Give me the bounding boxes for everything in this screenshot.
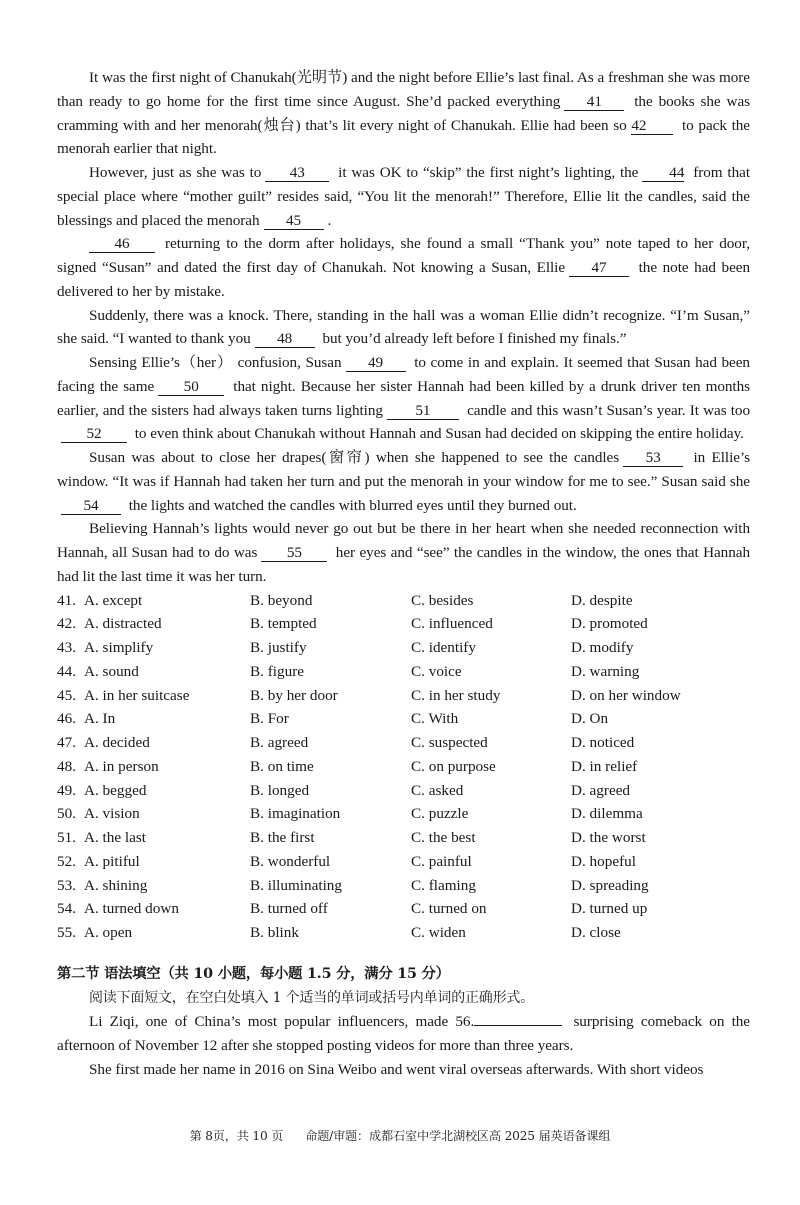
option-d: D. on her window [571, 686, 681, 704]
passage-paragraph-6: Susan was about to close her drapes(窗帘) when she happened to see the candles 53 in Ellie’s window. “It was if Hannah had taken her turn and put the menorah in your window for me to see.” Susan said she54 the lights and watched the candles with blurred eyes until they burned out. [57, 449, 750, 514]
option-b: B. illuminating [250, 876, 342, 894]
passage-paragraph-3: 46 returning to the dorm after holidays, she found a small “Thank you” note taped to her door, signed “Susan” and dated the first day of Chanukah. Not knowing a Susan, Ellie 47 the note had been delivered to her by mistake. [57, 235, 751, 300]
question-row [57, 731, 750, 755]
option-a: A. in her suitcase [84, 686, 190, 704]
question-number: 43. [57, 639, 76, 656]
passage-paragraph-7: Believing Hannah’s lights would never go out but be there in her heart when she needed reconnection with Hannah, all Susan had to do was 55 her eyes and “see” the candles in the window, the ones that Hannah had lit the last time it was her turn. [57, 520, 750, 585]
question-row [57, 874, 750, 898]
option-d: D. the worst [571, 829, 646, 846]
question-row [57, 779, 750, 803]
option-c: C. influenced [411, 615, 493, 633]
blank-56 [474, 1025, 562, 1026]
option-d: D. close [571, 924, 621, 941]
option-c: C. on purpose [411, 757, 496, 775]
option-b: B. agreed [250, 734, 309, 751]
blank-42: 42 [631, 117, 673, 135]
option-a: A. open [84, 924, 133, 941]
option-d: D. despite [571, 591, 633, 609]
blank-45: 45 [264, 212, 324, 230]
question-options-list [57, 589, 750, 945]
option-b: B. figure [250, 662, 304, 680]
question-row [57, 707, 750, 731]
question-row [57, 684, 750, 708]
blank-55: 55 [261, 544, 327, 562]
question-number: 46. [57, 710, 76, 728]
blank-50: 50 [158, 378, 224, 396]
option-d: D. spreading [571, 876, 649, 894]
option-c: C. voice [411, 662, 462, 680]
page-number: 第 8页，共 10 页 [189, 1129, 284, 1143]
passage-paragraph-5: Sensing Ellie’s（her） confusion, Susan 49 to come in and explain. It seemed that Susan had been facing the same 50 that night. Because her sister Hannah had been killed by a drunk driver ten months earlier, and the sisters had always taken turns lighting 51 candle and this wasn’t Susan’s year. It was too52 to even think about Chanukah without Hannah and Susan had decided on skipping the entire holiday. [57, 354, 751, 443]
option-c: C. turned on [411, 900, 487, 918]
blank-43: 43 [265, 164, 329, 182]
question-number: 55. [57, 924, 76, 941]
option-b: B. by her door [250, 686, 338, 704]
blank-47: 47 [569, 259, 629, 277]
blank-44: 44 [642, 164, 684, 182]
blank-51: 51 [387, 402, 459, 420]
question-number: 49. [57, 781, 76, 799]
question-row [57, 660, 750, 684]
option-d: D. modify [571, 639, 634, 656]
option-c: C. widen [411, 924, 466, 941]
option-a: A. except [84, 591, 143, 609]
section-2-instruction: 阅读下面短文，在空白处填入 1 个适当的单词或括号内单词的正确形式。 [89, 989, 535, 1006]
footer-credit: 命题/审题：成都石室中学北湖校区高 2025 届英语备课组 [305, 1129, 611, 1143]
option-a: A. simplify [84, 639, 154, 656]
question-row [57, 826, 750, 850]
option-a: A. vision [84, 805, 140, 823]
question-row [57, 612, 750, 636]
page-footer [0, 1127, 800, 1144]
question-number: 44. [57, 662, 76, 680]
question-number: 52. [57, 852, 76, 870]
option-b: B. justify [250, 639, 307, 656]
option-b: B. the first [250, 829, 315, 846]
passage-paragraph-1: It was the first night of Chanukah(光明节) and the night before Ellie’s last final. As a freshman she was more than ready to go home for the first time since August. She’d packed everything 41 the books she was cramming with and her menorah(烛台) that’s lit every night of Chanukah. Ellie had been so 42 to pack the menorah earlier that night. [57, 69, 750, 158]
grammar-paragraph-2: She first made her name in 2016 on Sina Weibo and went viral overseas afterwards. With short videos [89, 1060, 704, 1078]
option-d: D. dilemma [571, 805, 643, 823]
blank-41: 41 [564, 93, 624, 111]
blank-54: 54 [61, 497, 121, 515]
option-d: D. On [571, 710, 609, 728]
option-c: C. With [411, 710, 459, 728]
option-c: C. puzzle [411, 805, 469, 823]
option-a: A. pitiful [84, 852, 140, 870]
option-a: A. in person [84, 757, 159, 775]
option-b: B. on time [250, 757, 314, 775]
option-a: A. decided [84, 734, 150, 751]
question-number: 41. [57, 591, 76, 609]
question-number: 54. [57, 900, 76, 918]
option-b: B. turned off [250, 900, 328, 918]
option-d: D. noticed [571, 734, 635, 751]
question-number: 48. [57, 757, 76, 775]
blank-52: 52 [61, 425, 127, 443]
option-c: C. asked [411, 781, 464, 799]
option-a: A. distracted [84, 615, 162, 633]
option-d: D. in relief [571, 757, 638, 775]
question-row [57, 921, 750, 945]
option-b: B. tempted [250, 615, 317, 633]
option-a: A. begged [84, 781, 147, 799]
option-a: A. turned down [84, 900, 179, 918]
question-number: 42. [57, 615, 76, 633]
option-b: B. blink [250, 924, 299, 941]
question-row [57, 897, 750, 921]
option-d: D. agreed [571, 781, 631, 799]
blank-49: 49 [346, 354, 406, 372]
grammar-paragraph-1: Li Ziqi, one of China’s most popular influencers, made 56. surprising comeback on the afternoon of November 12 after she stopped posting videos for more than three years. [57, 1013, 750, 1054]
option-c: C. the best [411, 829, 476, 846]
option-a: A. In [84, 710, 116, 728]
option-a: A. sound [84, 662, 139, 680]
option-c: C. in her study [411, 686, 501, 704]
question-row [57, 589, 750, 613]
section-2-title: 第二节 语法填空（共 10 小题，每小题 1.5 分，满分 15 分） [57, 965, 450, 982]
option-d: D. promoted [571, 615, 648, 633]
option-a: A. the last [84, 829, 147, 846]
passage-paragraph-2: However, just as she was to 43 it was OK to “skip” the first night’s lighting, the 44 from that special place where “mother guilt” resides said, “You lit the menorah!” Therefore, Ellie lit the candles, said the blessings and placed the menorah 45 . [57, 164, 750, 229]
option-b: B. longed [250, 781, 310, 799]
option-d: D. turned up [571, 900, 648, 918]
option-c: C. identify [411, 639, 476, 656]
question-row [57, 850, 750, 874]
option-c: C. flaming [411, 876, 476, 894]
exam-page [57, 66, 750, 1082]
blank-48: 48 [255, 330, 315, 348]
option-c: C. suspected [411, 734, 488, 751]
option-d: D. hopeful [571, 852, 636, 870]
question-row [57, 636, 750, 660]
question-number: 50. [57, 805, 76, 823]
question-row [57, 802, 750, 826]
question-number: 53. [57, 876, 76, 894]
question-number: 51. [57, 829, 76, 846]
option-c: C. besides [411, 591, 474, 609]
passage-paragraph-4: Suddenly, there was a knock. There, standing in the hall was a woman Ellie didn’t recognize. “I’m Susan,” she said. “I wanted to thank you 48 but you’d already left before I finished my finals.” [57, 306, 750, 348]
question-number: 45. [57, 686, 76, 704]
blank-53: 53 [623, 449, 683, 467]
option-b: B. beyond [250, 591, 313, 609]
option-d: D. warning [571, 662, 640, 680]
question-row [57, 755, 750, 779]
question-number: 47. [57, 734, 76, 751]
option-c: C. painful [411, 852, 472, 870]
option-b: B. For [250, 710, 289, 728]
option-b: B. wonderful [250, 852, 331, 870]
blank-46: 46 [89, 235, 155, 253]
option-b: B. imagination [250, 805, 341, 823]
option-a: A. shining [84, 876, 148, 894]
